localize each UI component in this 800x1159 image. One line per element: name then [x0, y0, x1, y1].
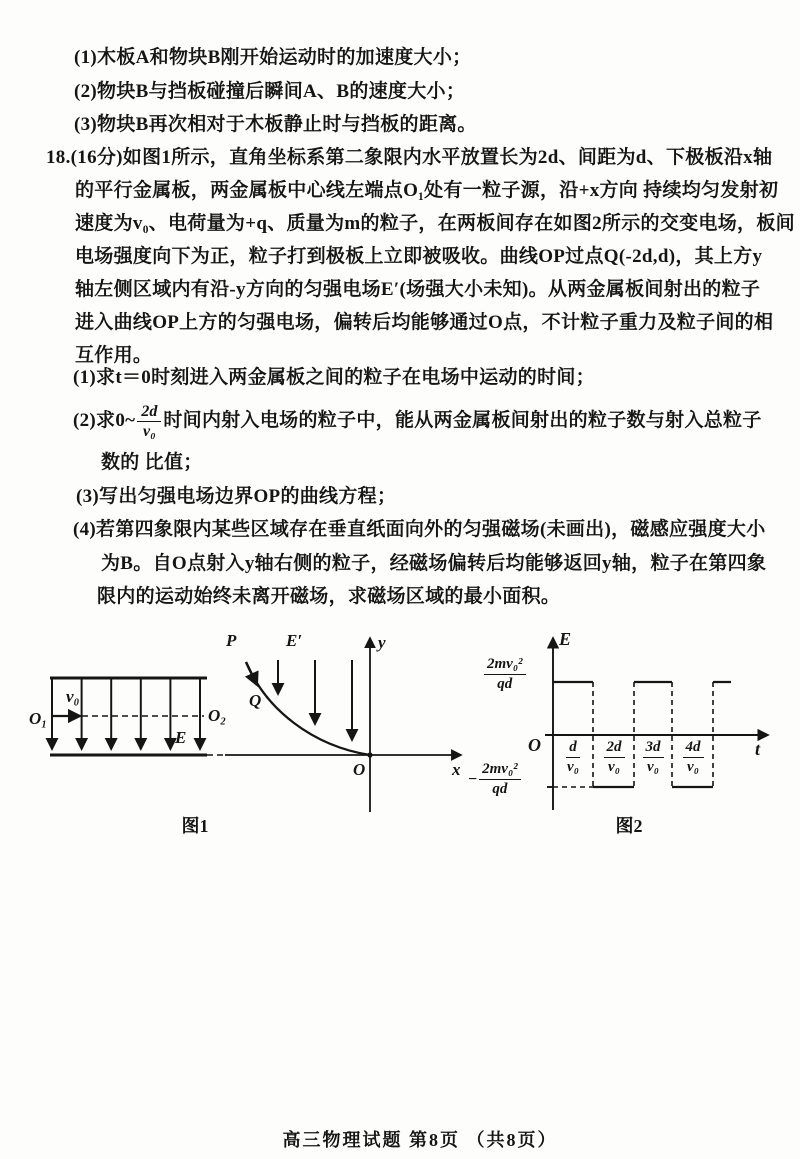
- q17-part-1: (1)木板A和物块B刚开始运动时的加速度大小；: [74, 47, 472, 68]
- q18-line-7: 互作用。: [75, 345, 153, 366]
- low-level-denominator: qd: [492, 781, 508, 797]
- high-level-denominator: qd: [497, 676, 513, 692]
- tick-denominator: v₀: [687, 759, 699, 775]
- q18-part-4-line-3: 限内的运动始终未离开磁场，求磁场区域的最小面积。: [97, 586, 561, 607]
- figure-1-caption: 图1: [181, 816, 209, 836]
- high-level-numerator: 2mv₀²: [484, 655, 526, 675]
- low-level-fraction: [479, 760, 521, 799]
- q17-part-2: (2)物块B与挡板碰撞后瞬间A、B的速度大小；: [74, 81, 466, 102]
- q18-line-5: 轴左侧区域内有沿-y方向的匀强电场E′(场强大小未知)。从两金属板间射出的粒子: [75, 279, 761, 300]
- fig2-origin-label: O: [528, 735, 541, 755]
- q18-part-1: (1)求t＝0时刻进入两金属板之间的粒子在电场中运动的时间；: [73, 367, 595, 388]
- q18-part-3: (3)写出匀强电场边界OP的曲线方程；: [76, 486, 397, 507]
- fig2-axis-label-e: E: [559, 629, 572, 649]
- fig1-label-eprime: E′: [286, 631, 303, 650]
- page-footer: 高三物理试题 第8页 （共8页）: [282, 1130, 558, 1150]
- fig1-label-o2: O₂: [208, 706, 227, 725]
- q18-line-4: 电场强度向下为正，粒子打到极板上立即被吸收。曲线OP过点Q(-2d,d)，其上方y: [75, 246, 763, 267]
- fig2-low-level-label: [468, 760, 521, 799]
- tick-denominator: v₀: [608, 759, 620, 775]
- tick-numerator: 3d: [643, 738, 664, 758]
- q18-line-1: 18.(16分)如图1所示，直角坐标系第二象限内水平放置长为2d、间距为d、下极板沿x轴: [46, 147, 773, 168]
- fig2-tick-4: [676, 738, 710, 777]
- fraction-denominator: v₀: [143, 422, 156, 440]
- figure-2-caption: 图2: [615, 816, 643, 836]
- tick-numerator: d: [566, 738, 580, 758]
- fig1-label-q: Q: [249, 691, 262, 710]
- q18-part-2-fraction: [137, 402, 161, 441]
- q18-line-2: 的平行金属板，两金属板中心线左端点O₁处有一粒子源，沿+x方向 持续均匀发射初: [75, 180, 779, 201]
- q18-line-6: 进入曲线OP上方的匀强电场，偏转后均能够通过O点，不计粒子重力及粒子间的相: [75, 312, 774, 333]
- fig2-high-level-label: [484, 655, 526, 694]
- low-level-numerator: 2mv₀²: [479, 760, 521, 780]
- q18-part-2-prefix: (2)求0~: [73, 410, 136, 431]
- fig1-label-e: E: [175, 728, 187, 747]
- fig1-label-v0: v₀: [66, 687, 80, 706]
- fig2-tick-1: [556, 738, 590, 777]
- q18-part-2-suffix: 时间内射入电场的粒子中，能从两金属板间射出的粒子数与射入总粒子: [163, 410, 762, 431]
- q17-part-3: (3)物块B再次相对于木板静止时与挡板的距离。: [74, 114, 477, 135]
- q18-part-2: [73, 394, 762, 448]
- tick-denominator: v₀: [647, 759, 659, 775]
- fig1-label-p: P: [226, 631, 237, 650]
- minus-sign: −: [468, 770, 478, 788]
- q18-part-2-cont: 数的 比值；: [101, 452, 203, 473]
- fig1-label-o: O: [353, 760, 366, 779]
- fig2-tick-2: [597, 738, 631, 777]
- fraction-numerator: 2d: [137, 402, 161, 422]
- fig2-tick-3: [636, 738, 670, 777]
- figure-2: [468, 630, 798, 835]
- q18-part-4-line-2: 为B。自O点射入y轴右侧的粒子，经磁场偏转后均能够返回y轴，粒子在第四象: [101, 553, 767, 574]
- tick-numerator: 2d: [604, 738, 625, 758]
- tick-numerator: 4d: [683, 738, 704, 758]
- fig1-label-y: y: [378, 633, 386, 652]
- figure-1-diagram: [28, 630, 473, 835]
- q18-line-3: 速度为v₀、电荷量为+q、质量为m的粒子，在两板间存在如图2所示的交变电场，板间: [75, 213, 795, 234]
- fig2-axis-label-t: t: [755, 739, 761, 759]
- q18-part-4-line-1: (4)若第四象限内某些区域存在垂直纸面向外的匀强磁场(未画出)，磁感应强度大小: [73, 519, 766, 540]
- tick-denominator: v₀: [567, 759, 579, 775]
- fig1-label-x: x: [452, 760, 461, 779]
- fig1-label-o1: O₁: [29, 709, 48, 728]
- figure-1: [28, 630, 473, 835]
